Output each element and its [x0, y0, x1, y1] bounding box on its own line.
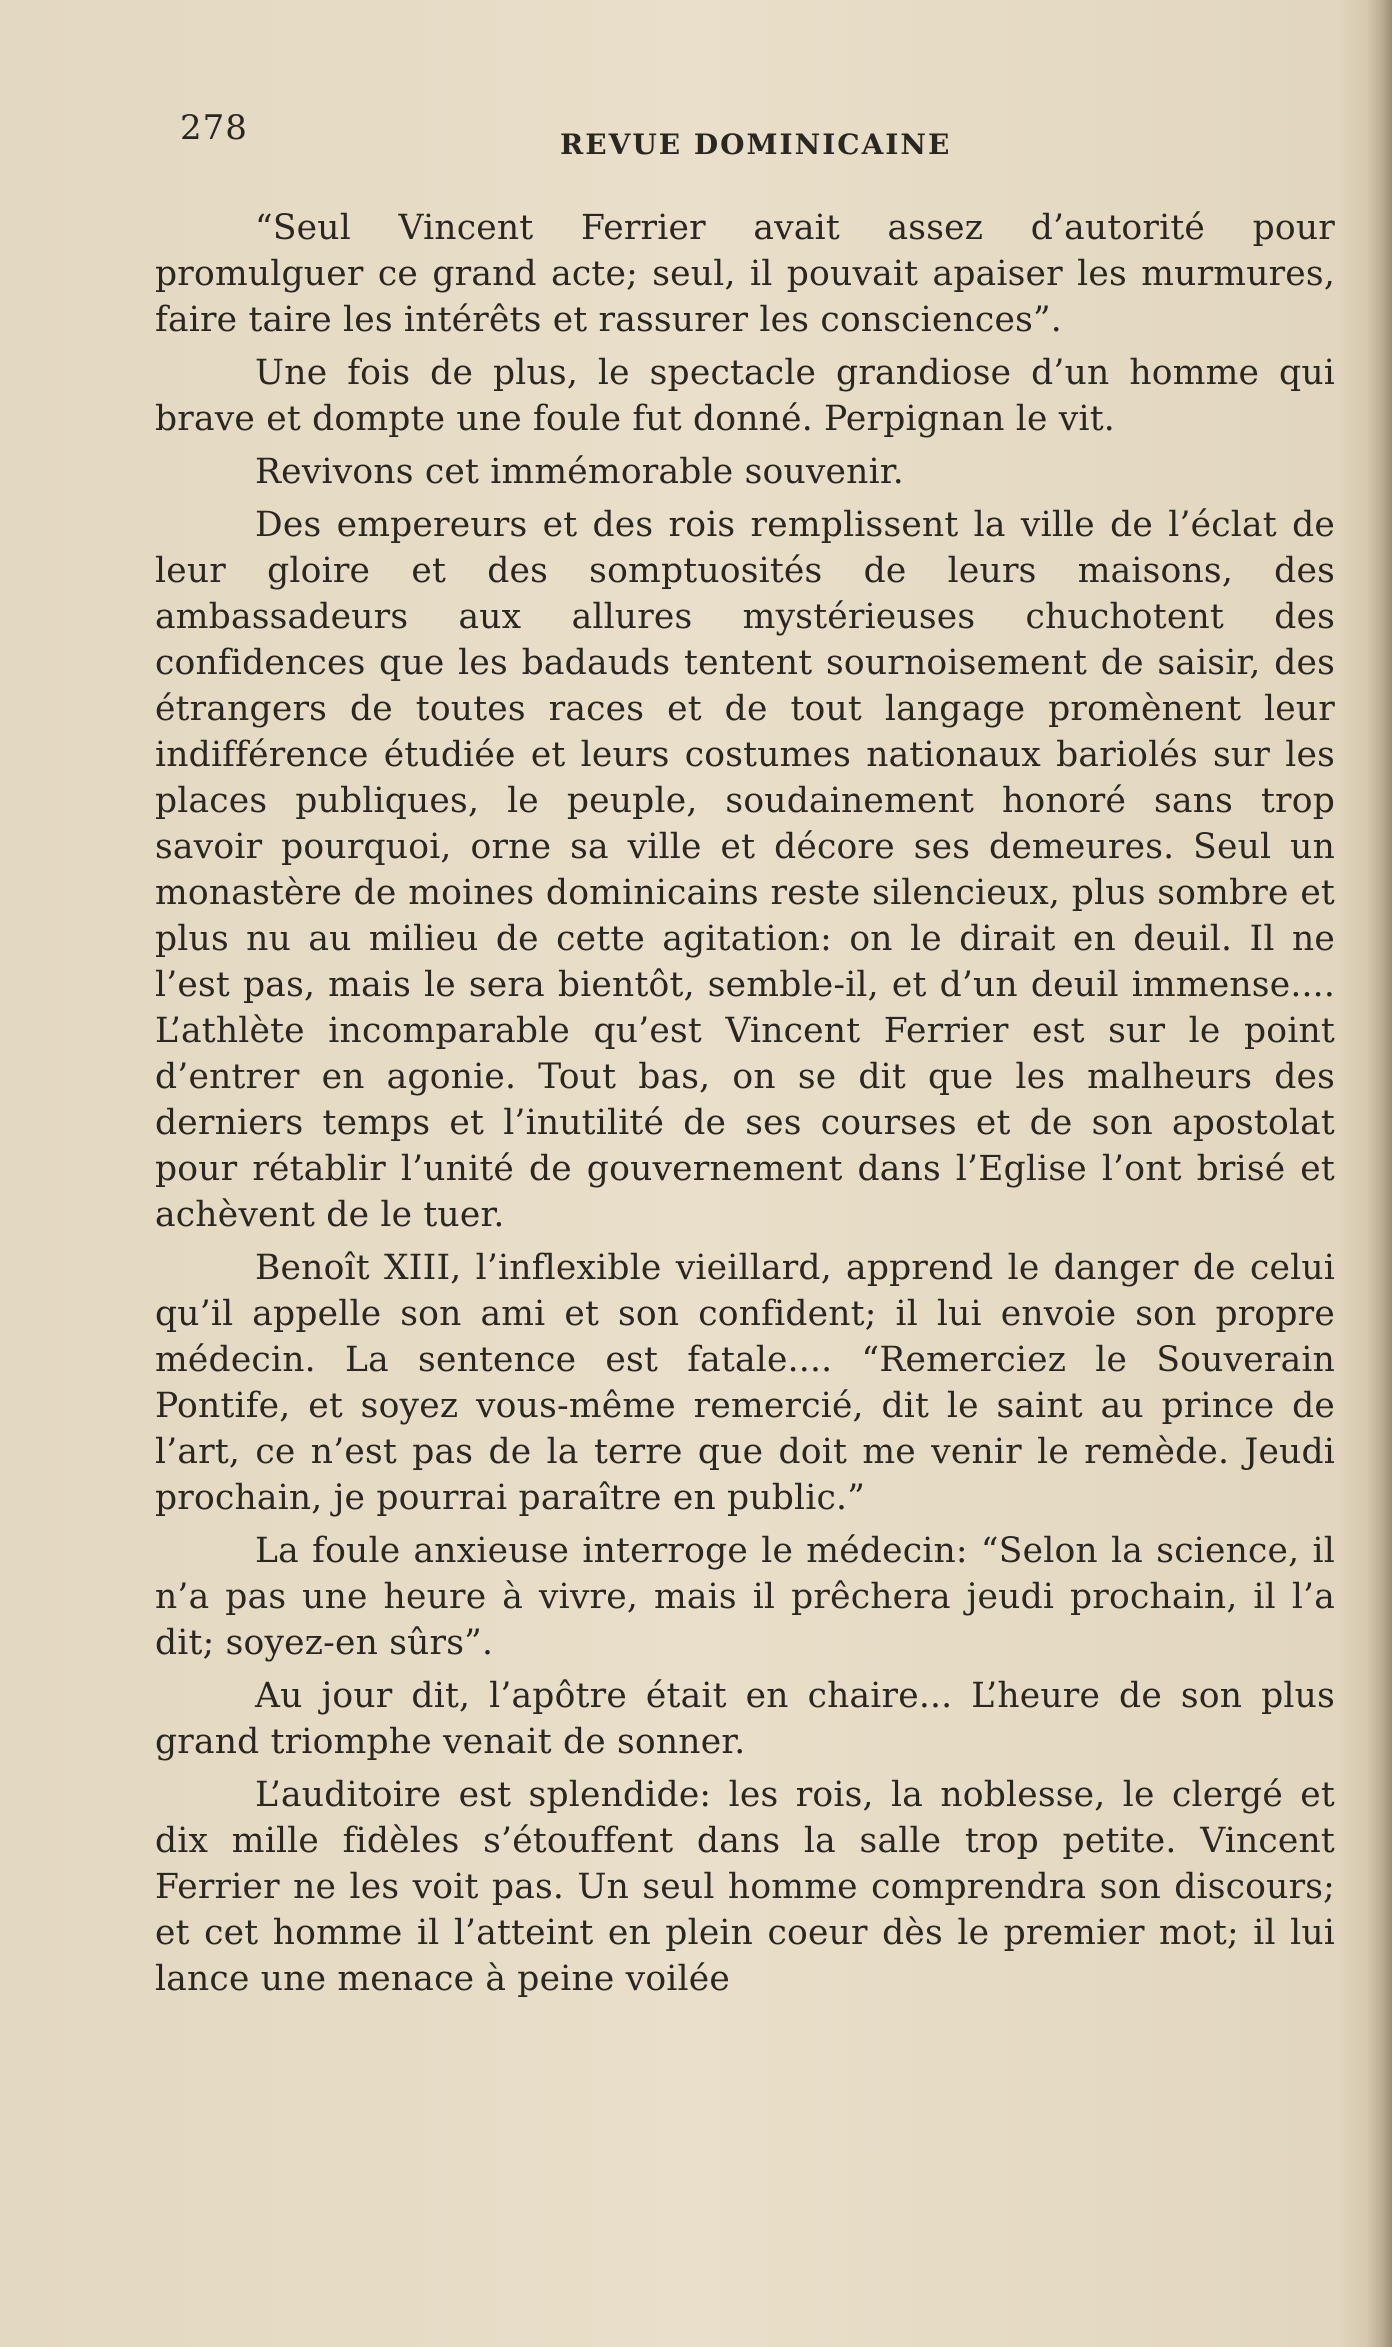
- paragraph: Une fois de plus, le spectacle grandiose d’un homme qui brave et dompte une foule fut donné. Perpignan le vit.: [155, 353, 1335, 439]
- paragraph: Au jour dit, l’apôtre était en chaire... L’heure de son plus grand triomphe venait de sonner.: [155, 1676, 1335, 1762]
- paragraph: Revivons cet immémorable souvenir.: [255, 452, 904, 492]
- paragraph: Des empereurs et des rois remplissent la ville de l’éclat de leur gloire et des somptuosités de leurs maisons, des ambassadeurs aux allures mystérieuses chuchotent des confidences que les badauds tentent sournoisement de saisir, des étrangers de toutes races et de tout langage promènent leur indifférence étudiée et leurs costumes nationaux bariolés sur les places publiques, le peuple, soudainement honoré sans trop savoir pourquoi, orne sa ville et décore ses demeures. Seul un monastère de moines dominicains reste silencieux, plus sombre et plus nu au milieu de cette agitation: on le dirait en deuil. Il ne l’est pas, mais le sera bientôt, semble-il, et d’un deuil immense.... L’athlète incomparable qu’est Vincent Ferrier est sur le point d’entrer en agonie. Tout bas, on se dit que les malheurs des derniers temps et l’inutilité de ses courses et de son apostolat pour rétablir l’unité de gouvernement dans l’Eglise l’ont brisé et achèvent de le tuer.: [155, 505, 1335, 1235]
- paragraph: L’auditoire est splendide: les rois, la noblesse, le clergé et dix mille fidèles s’étouffent dans la salle trop petite. Vincent Ferrier ne les voit pas. Un seul homme comprendra son discours; et cet homme il l’atteint en plein coeur dès le premier mot; il lui lance une menace à peine voilée: [155, 1775, 1335, 1999]
- page-edge-shadow: [1366, 0, 1392, 2347]
- running-head: REVUE DOMINICAINE: [560, 128, 952, 161]
- paragraph: Benoît XIII, l’inflexible vieillard, apprend le danger de celui qu’il appelle son ami et son confident; il lui envoie son propre médecin. La sentence est fatale.... “Remerciez le Souverain Pontife, et soyez vous-même remercié, dit le saint au prince de l’art, ce n’est pas de la terre que doit me venir le remède. Jeudi prochain, je pourrai paraître en public.”: [155, 1248, 1335, 1518]
- page-number: 278: [180, 108, 248, 148]
- paragraph: La foule anxieuse interroge le médecin: “Selon la science, il n’a pas une heure à vivre, mais il prêchera jeudi prochain, il l’a dit; soyez-en sûrs”.: [155, 1531, 1335, 1663]
- body-text: [155, 205, 1335, 2009]
- paragraph: “Seul Vincent Ferrier avait assez d’autorité pour promulguer ce grand acte; seul, il pouvait apaiser les murmures, faire taire les intérêts et rassurer les consciences”.: [155, 208, 1335, 340]
- page-header: [180, 108, 1330, 168]
